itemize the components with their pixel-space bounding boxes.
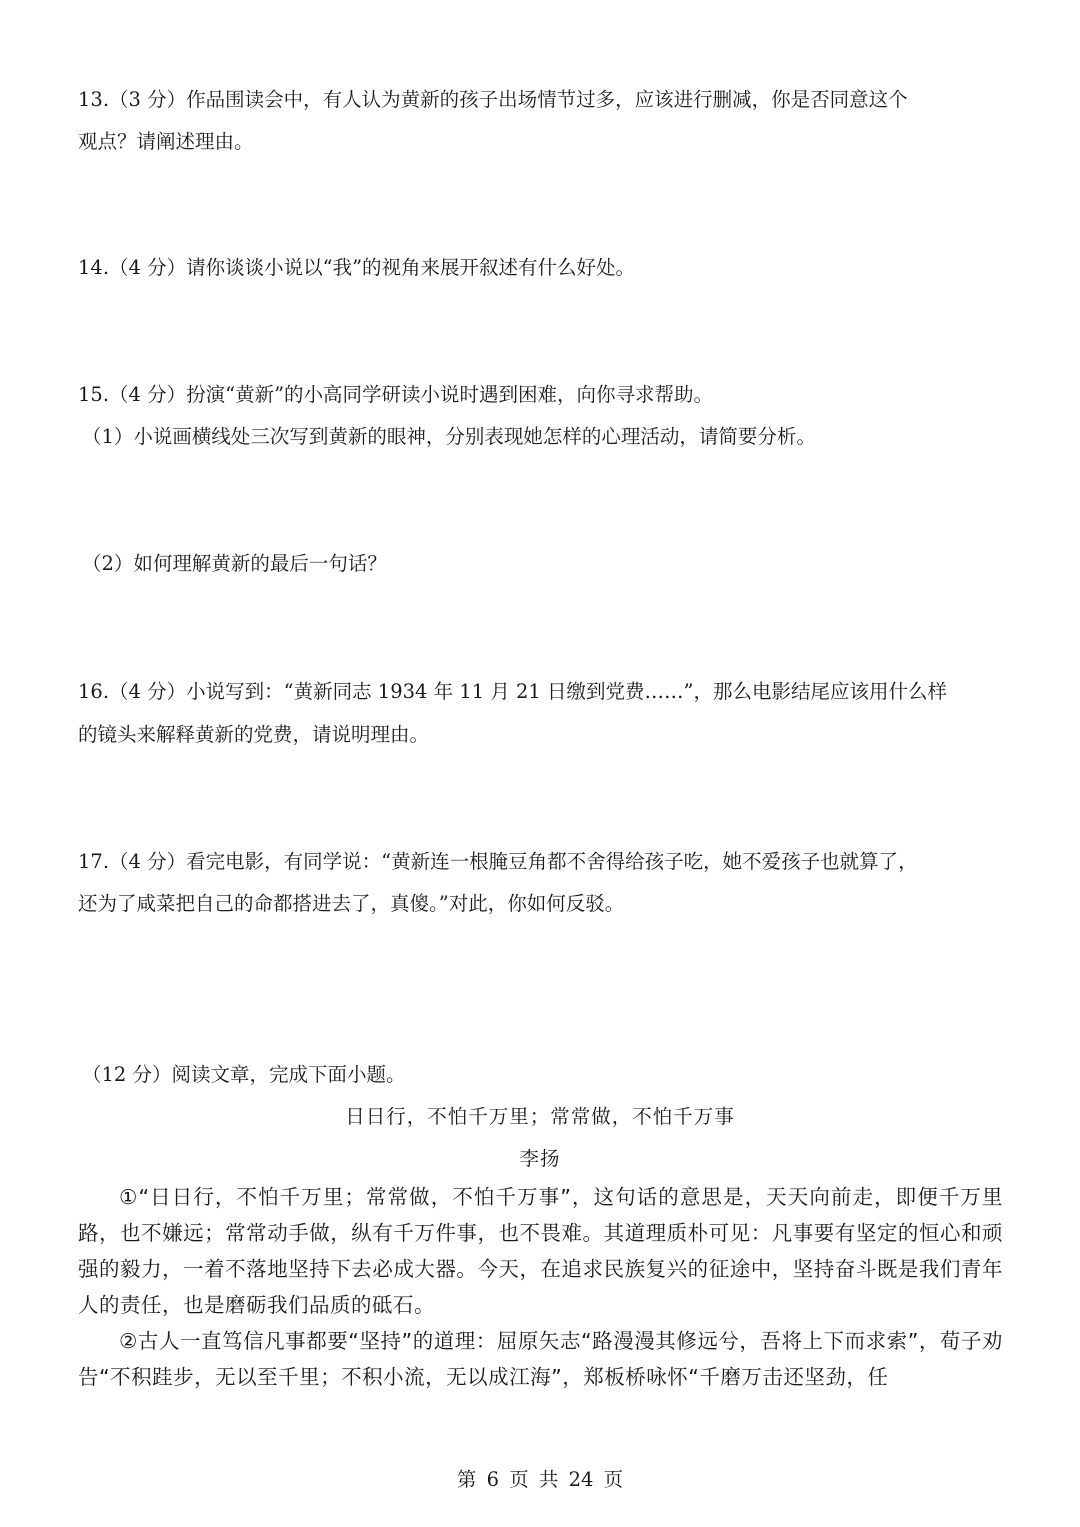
article-author: 李扬 <box>519 1147 561 1170</box>
question-16-line-1: 16.（4 分）小说写到：“黄新同志 1934 年 11 月 21 日缴到党费……”，那么电影结尾应该用什么样 <box>78 680 947 703</box>
question-17-line-2: 还为了咸菜把自己的命都搭进去了，真傻。”对此，你如何反驳。 <box>78 892 625 915</box>
question-13-line-2: 观点？请阐述理由。 <box>78 130 254 153</box>
question-14-line-1: 14.（4 分）请你谈谈小说以“我”的视角来展开叙述有什么好处。 <box>78 256 636 279</box>
article-title: 日日行，不怕千万里；常常做，不怕千万事 <box>345 1105 735 1128</box>
question-16-line-2: 的镜头来解释黄新的党费，请说明理由。 <box>78 723 430 746</box>
question-17-line-1: 17.（4 分）看完电影，有同学说：“黄新连一根腌豆角都不舍得给孩子吃，她不爱孩子也就算了， <box>78 850 918 873</box>
question-15-line-1: 15.（4 分）扮演“黄新”的小高同学研读小说时遇到困难，向你寻求帮助。 <box>78 383 714 406</box>
question-15-sub-1: （1）小说画横线处三次写到黄新的眼神，分别表现她怎样的心理活动，请简要分析。 <box>82 425 816 448</box>
article-paragraph-1: ①“日日行，不怕千万里；常常做，不怕千万事”，这句话的意思是，天天向前走，即便千万里路，也不嫌远；常常动手做，纵有千万件事，也不畏难。其道理质朴可见：凡事要有坚定的恒心和顽强的毅力，一着不落地坚持下去必成大器。今天，在追求民族复兴的征途中，坚持奋斗既是我们青年人的责任，也是磨砺我们品质的砥石。 <box>78 1185 1003 1317</box>
question-13-line-1: 13.（3 分）作品围读会中，有人认为黄新的孩子出场情节过多，应该进行删减，你是否同意这个 <box>78 88 908 111</box>
reading-intro: （12 分）阅读文章，完成下面小题。 <box>82 1063 406 1086</box>
question-15-sub-2: （2）如何理解黄新的最后一句话？ <box>82 552 387 575</box>
page-number: 第 6 页 共 24 页 <box>456 1468 624 1491</box>
article-paragraph-2: ②古人一直笃信凡事都要“坚持”的道理：屈原矢志“路漫漫其修远兮，吾将上下而求索”，荀子劝告“不积跬步，无以至千里；不积小流，无以成江海”，郑板桥咏怀“千磨万击还坚劲，任 <box>78 1329 1003 1389</box>
